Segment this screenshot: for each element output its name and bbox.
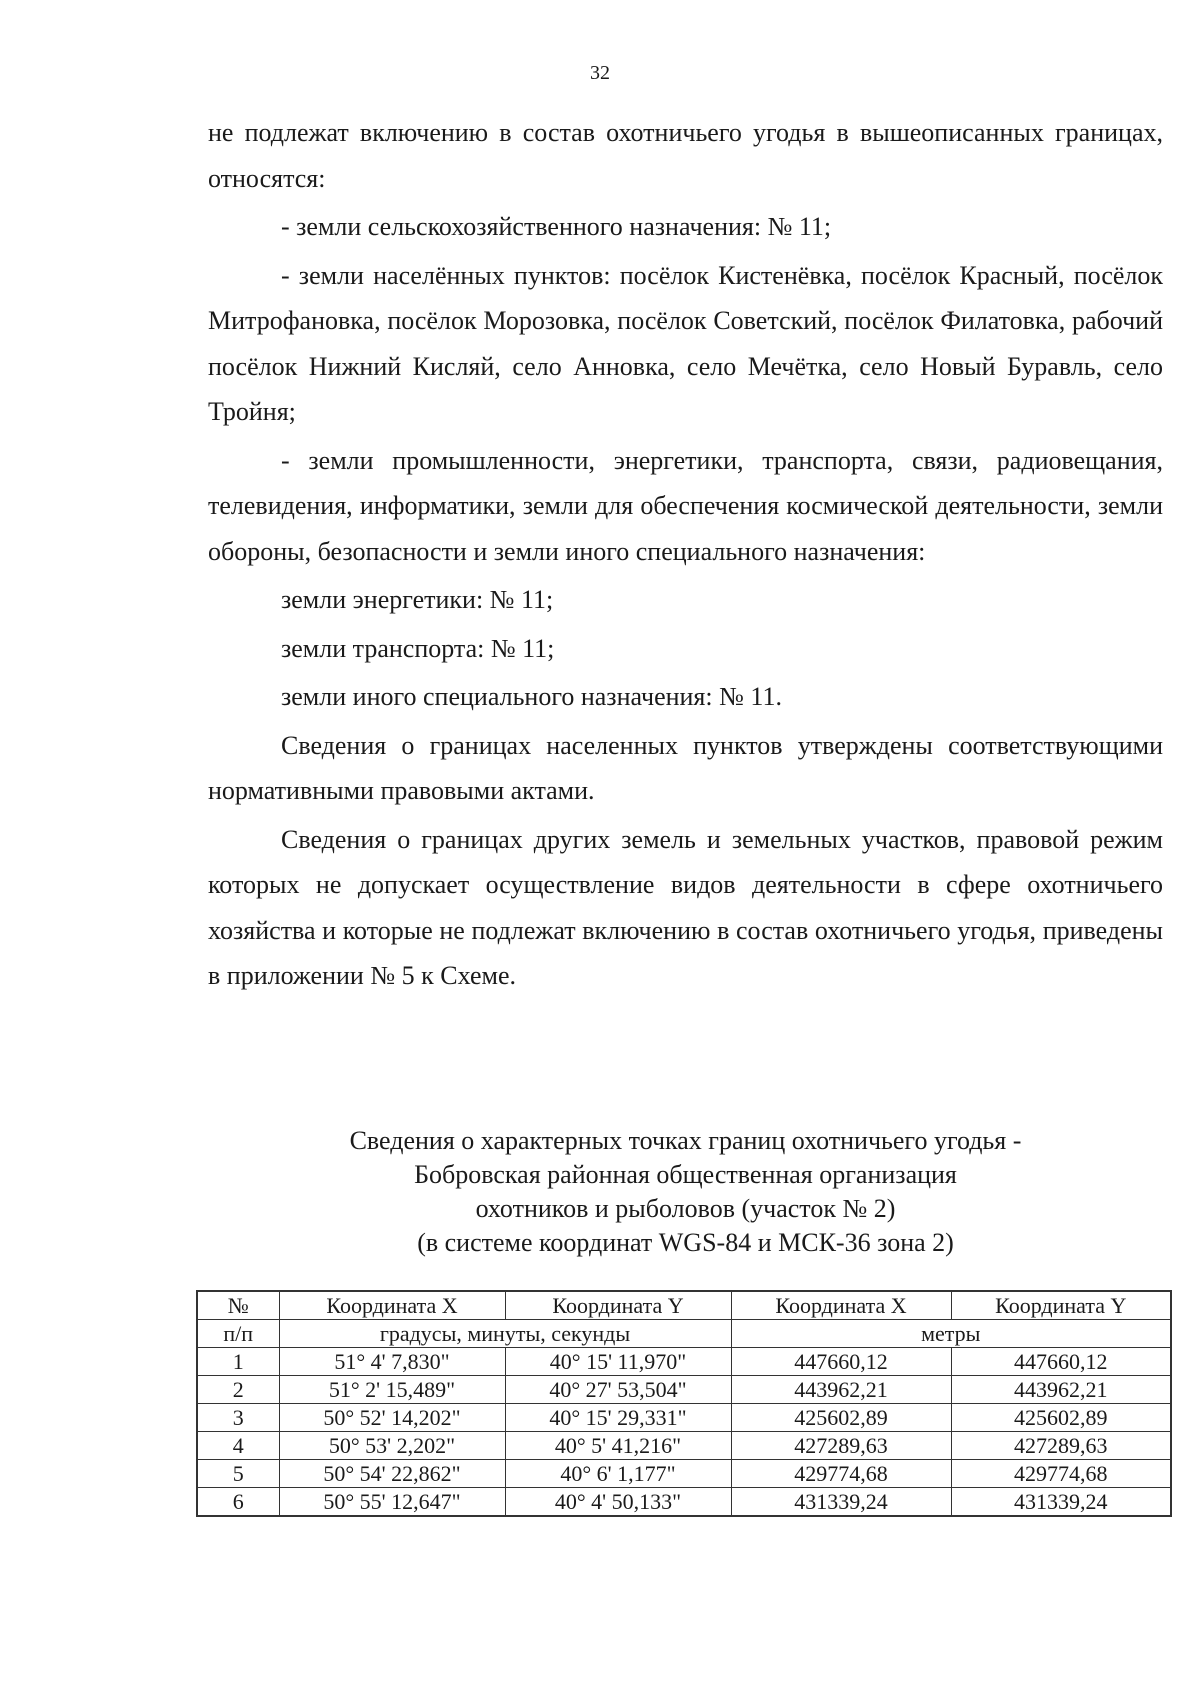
units-meters: метры	[731, 1320, 1171, 1348]
table-row	[197, 1376, 1171, 1404]
list-item-energy-lands: земли энергетики: № 11;	[281, 585, 554, 614]
header-number-sub: п/п	[197, 1320, 279, 1348]
table-title-line: Сведения о характерных точках границ охотничьего угодья -	[349, 1126, 1022, 1155]
page-number: 32	[590, 62, 610, 84]
header-y-degrees: Координата Y	[505, 1291, 731, 1320]
header-number: №	[197, 1291, 279, 1320]
list-item-special-lands: земли иного специального назначения: № 11.	[281, 682, 782, 711]
header-x-meters: Координата X	[731, 1291, 951, 1320]
cell-y-meters: 431339,24	[951, 1488, 1171, 1517]
paragraph-intro: не подлежат включению в состав охотничьего угодья в вышеописанных границах, относятся:	[208, 118, 1163, 193]
cell-number: 5	[197, 1460, 279, 1488]
table-row	[197, 1348, 1171, 1376]
cell-x-degrees: 51° 2' 15,489"	[279, 1376, 505, 1404]
cell-y-meters: 429774,68	[951, 1460, 1171, 1488]
cell-x-meters: 425602,89	[731, 1404, 951, 1432]
paragraph-settlement-boundaries: Сведения о границах населенных пунктов утверждены соответствующими нормативными правовыми актами.	[208, 730, 1163, 805]
cell-x-meters: 443962,21	[731, 1376, 951, 1404]
cell-y-degrees: 40° 5' 41,216"	[505, 1432, 731, 1460]
list-item-industrial-lands: - земли промышленности, энергетики, транспорта, связи, радиовещания, телевидения, информатики, земли для обеспечения космической деятельности, земли обороны, безопасности и земли иного специального назначения:	[208, 445, 1163, 566]
cell-x-meters: 427289,63	[731, 1432, 951, 1460]
cell-y-meters: 427289,63	[951, 1432, 1171, 1460]
table-title	[208, 1124, 1163, 1260]
cell-number: 1	[197, 1348, 279, 1376]
table-title-line: охотников и рыболовов (участок № 2)	[475, 1194, 896, 1223]
cell-number: 2	[197, 1376, 279, 1404]
cell-y-meters: 443962,21	[951, 1376, 1171, 1404]
cell-x-meters: 447660,12	[731, 1348, 951, 1376]
list-item-agricultural-lands: - земли сельскохозяйственного назначения: № 11;	[281, 212, 832, 241]
cell-y-degrees: 40° 6' 1,177"	[505, 1460, 731, 1488]
table-title-line: (в системе координат WGS-84 и МСК-36 зона 2)	[417, 1228, 954, 1257]
cell-x-meters: 431339,24	[731, 1488, 951, 1517]
cell-y-meters: 425602,89	[951, 1404, 1171, 1432]
cell-y-degrees: 40° 27' 53,504"	[505, 1376, 731, 1404]
cell-y-degrees: 40° 15' 11,970"	[505, 1348, 731, 1376]
paragraph-other-lands: Сведения о границах других земель и земельных участков, правовой режим которых не допускает осуществление видов деятельности в сфере охотничьего хозяйства и которые не подлежат включению в состав охотничьего угодья, приведены в приложении № 5 к Схеме.	[208, 824, 1163, 990]
cell-x-degrees: 50° 52' 14,202"	[279, 1404, 505, 1432]
cell-y-meters: 447660,12	[951, 1348, 1171, 1376]
cell-x-degrees: 51° 4' 7,830"	[279, 1348, 505, 1376]
table-title-line: Бобровская районная общественная организация	[414, 1160, 957, 1189]
table-header-row	[197, 1291, 1171, 1320]
table-row	[197, 1432, 1171, 1460]
header-x-degrees: Координата X	[279, 1291, 505, 1320]
coordinates-table	[196, 1290, 1172, 1517]
cell-y-degrees: 40° 4' 50,133"	[505, 1488, 731, 1517]
body-text	[208, 110, 1163, 999]
cell-number: 3	[197, 1404, 279, 1432]
table-row	[197, 1460, 1171, 1488]
table-units-row	[197, 1320, 1171, 1348]
cell-x-degrees: 50° 54' 22,862"	[279, 1460, 505, 1488]
cell-x-meters: 429774,68	[731, 1460, 951, 1488]
table-row	[197, 1404, 1171, 1432]
list-item-transport-lands: земли транспорта: № 11;	[281, 633, 555, 663]
list-item-settlement-lands: - земли населённых пунктов: посёлок Кистенёвка, посёлок Красный, посёлок Митрофановка, посёлок Морозовка, посёлок Советский, посёлок Филатовка, рабочий посёлок Нижний Кисляй, село Анновка, село Мечётка, село Новый Буравль, село Тройня;	[208, 260, 1163, 426]
cell-y-degrees: 40° 15' 29,331"	[505, 1404, 731, 1432]
cell-x-degrees: 50° 55' 12,647"	[279, 1488, 505, 1517]
cell-x-degrees: 50° 53' 2,202"	[279, 1432, 505, 1460]
cell-number: 6	[197, 1488, 279, 1517]
table-row	[197, 1488, 1171, 1517]
header-y-meters: Координата Y	[951, 1291, 1171, 1320]
units-degrees: градусы, минуты, секунды	[279, 1320, 731, 1348]
cell-number: 4	[197, 1432, 279, 1460]
